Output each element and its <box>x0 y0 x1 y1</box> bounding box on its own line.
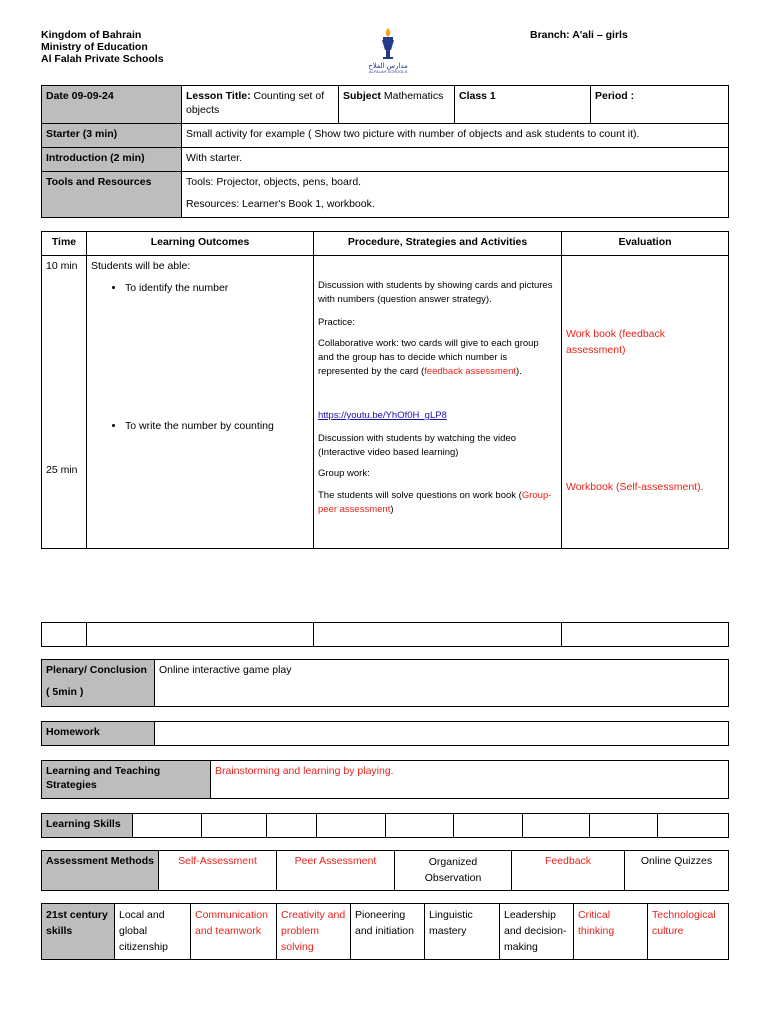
empty-cell <box>314 623 562 647</box>
eval-workbook-feedback: Work book (feedback assessment) <box>566 328 666 356</box>
branch-label: Branch: A'ali – girls <box>530 29 628 41</box>
century-technological: Technological culture <box>648 904 729 960</box>
skill-cell <box>202 814 267 838</box>
intro-value: With starter. <box>182 148 729 172</box>
plenary-label-1: Plenary/ Conclusion <box>46 664 147 676</box>
proc-group-work: Group work: <box>318 468 370 479</box>
homework-value <box>155 722 729 746</box>
century-communication: Communication and teamwork <box>191 904 277 960</box>
proc-workbook <box>318 489 553 517</box>
assessment-table <box>41 850 729 891</box>
proc-collaborative <box>318 337 553 379</box>
torch-logo-icon <box>366 26 410 60</box>
tools-label: Tools and Resources <box>42 172 182 218</box>
header-outcomes: Learning Outcomes <box>87 232 314 256</box>
time-10min: 10 min <box>46 260 78 272</box>
header-line-ministry: Ministry of Education <box>41 41 148 53</box>
plenary-table <box>41 659 729 707</box>
assessment-peer: Peer Assessment <box>277 851 395 891</box>
outcomes-list-1 <box>91 281 309 295</box>
class-cell: Class 1 <box>455 86 591 124</box>
century-skills-table <box>41 903 729 960</box>
outcome-identify: • To identify the number <box>125 281 309 295</box>
school-logo <box>366 26 410 72</box>
tools-cell <box>182 172 729 218</box>
plenary-value: Online interactive game play <box>155 660 729 707</box>
plenary-label <box>42 660 155 707</box>
lesson-title-value: Counting set of objects <box>186 90 325 116</box>
proc-video-discussion: Discussion with students by watching the video (Interactive video based learning) <box>318 433 517 458</box>
lesson-info-table <box>41 85 729 218</box>
youtube-link[interactable]: https://youtu.be/YhOf0H_gLP8 <box>318 410 447 421</box>
century-label: 21st century skills <box>42 904 115 960</box>
skill-cell <box>267 814 317 838</box>
proc-workbook-text: The students will solve questions on work book ( <box>318 490 522 501</box>
outcomes-cell <box>87 256 314 549</box>
skill-cell <box>590 814 658 838</box>
time-25min: 25 min <box>46 464 78 476</box>
century-pioneering: Pioneering and initiation <box>351 904 425 960</box>
assessment-label: Assessment Methods <box>42 851 159 891</box>
proc-workbook-end: ) <box>390 504 394 515</box>
century-creativity: Creativity and problem solving <box>277 904 351 960</box>
century-citizenship: Local and global citizenship <box>115 904 191 960</box>
proc-discussion-cards: Discussion with students by showing cards and pictures with numbers (question answer strategy). <box>318 280 553 305</box>
assessment-feedback: Feedback <box>512 851 625 891</box>
empty-cell <box>42 623 87 647</box>
skill-cell <box>523 814 590 838</box>
outcomes-intro: Students will be able: <box>91 260 191 272</box>
homework-table <box>41 721 729 746</box>
header-procedure: Procedure, Strategies and Activities <box>314 232 562 256</box>
lesson-title-cell <box>182 86 339 124</box>
intro-label: Introduction (2 min) <box>42 148 182 172</box>
strategies-value: Brainstorming and learning by playing. <box>211 761 729 799</box>
proc-collaborative-end: ). <box>516 366 522 377</box>
starter-value: Small activity for example ( Show two picture with number of objects and ask students to count it). <box>182 124 729 148</box>
empty-cell <box>87 623 314 647</box>
subject-label: Subject <box>343 90 381 102</box>
empty-row-table <box>41 622 729 647</box>
period-cell: Period : <box>591 86 729 124</box>
learning-skills-label: Learning Skills <box>42 814 133 838</box>
century-critical: Critical thinking <box>574 904 648 960</box>
learning-skills-table <box>41 813 729 838</box>
time-cell <box>42 256 87 549</box>
proc-feedback-assessment: feedback assessment <box>424 366 517 377</box>
skill-cell <box>658 814 729 838</box>
subject-cell <box>339 86 455 124</box>
school-header <box>41 29 241 65</box>
proc-collaborative-text: Collaborative work: two cards will give to each group and the group has to decide which number is represented by the card ( <box>318 338 539 377</box>
century-linguistic: Linguistic mastery <box>425 904 500 960</box>
header-evaluation: Evaluation <box>562 232 729 256</box>
century-leadership: Leadership and decision-making <box>500 904 574 960</box>
assessment-quizzes: Online Quizzes <box>625 851 729 891</box>
skill-cell <box>133 814 202 838</box>
resources-value: Resources: Learner's Book 1, workbook. <box>186 198 375 210</box>
logo-subcaption: ALFALAH SCHOOLS <box>368 69 408 74</box>
lesson-title-label: Lesson Title: <box>186 90 251 102</box>
procedure-cell <box>314 256 562 549</box>
assessment-self: Self-Assessment <box>159 851 277 891</box>
header-line-school: Al Falah Private Schools <box>41 53 164 65</box>
skill-cell <box>317 814 386 838</box>
starter-label: Starter (3 min) <box>42 124 182 148</box>
homework-label: Homework <box>42 722 155 746</box>
header-time: Time <box>42 232 87 256</box>
skill-cell <box>386 814 454 838</box>
proc-practice: Practice: <box>318 317 355 328</box>
tools-value: Tools: Projector, objects, pens, board. <box>186 176 362 188</box>
strategies-label: Learning and Teaching Strategies <box>42 761 211 799</box>
subject-value: Mathematics <box>380 90 444 102</box>
eval-workbook-self: Workbook (Self-assessment). <box>566 481 704 493</box>
skill-cell <box>454 814 523 838</box>
outcomes-list-2 <box>91 419 274 433</box>
header-line-kingdom: Kingdom of Bahrain <box>41 29 142 41</box>
proc-group-peer-assessment: Group-peer assessment <box>318 490 552 515</box>
empty-cell <box>562 623 729 647</box>
date-cell: Date 09-09-24 <box>42 86 182 124</box>
assessment-observation: Organized Observation <box>395 851 512 891</box>
strategies-table <box>41 760 729 799</box>
evaluation-cell <box>562 256 729 549</box>
lesson-plan-table <box>41 231 729 549</box>
plenary-label-2: ( 5min ) <box>46 686 84 698</box>
logo-caption: مدارس الفلاح <box>368 63 408 70</box>
outcome-write: • To write the number by counting <box>125 419 274 433</box>
